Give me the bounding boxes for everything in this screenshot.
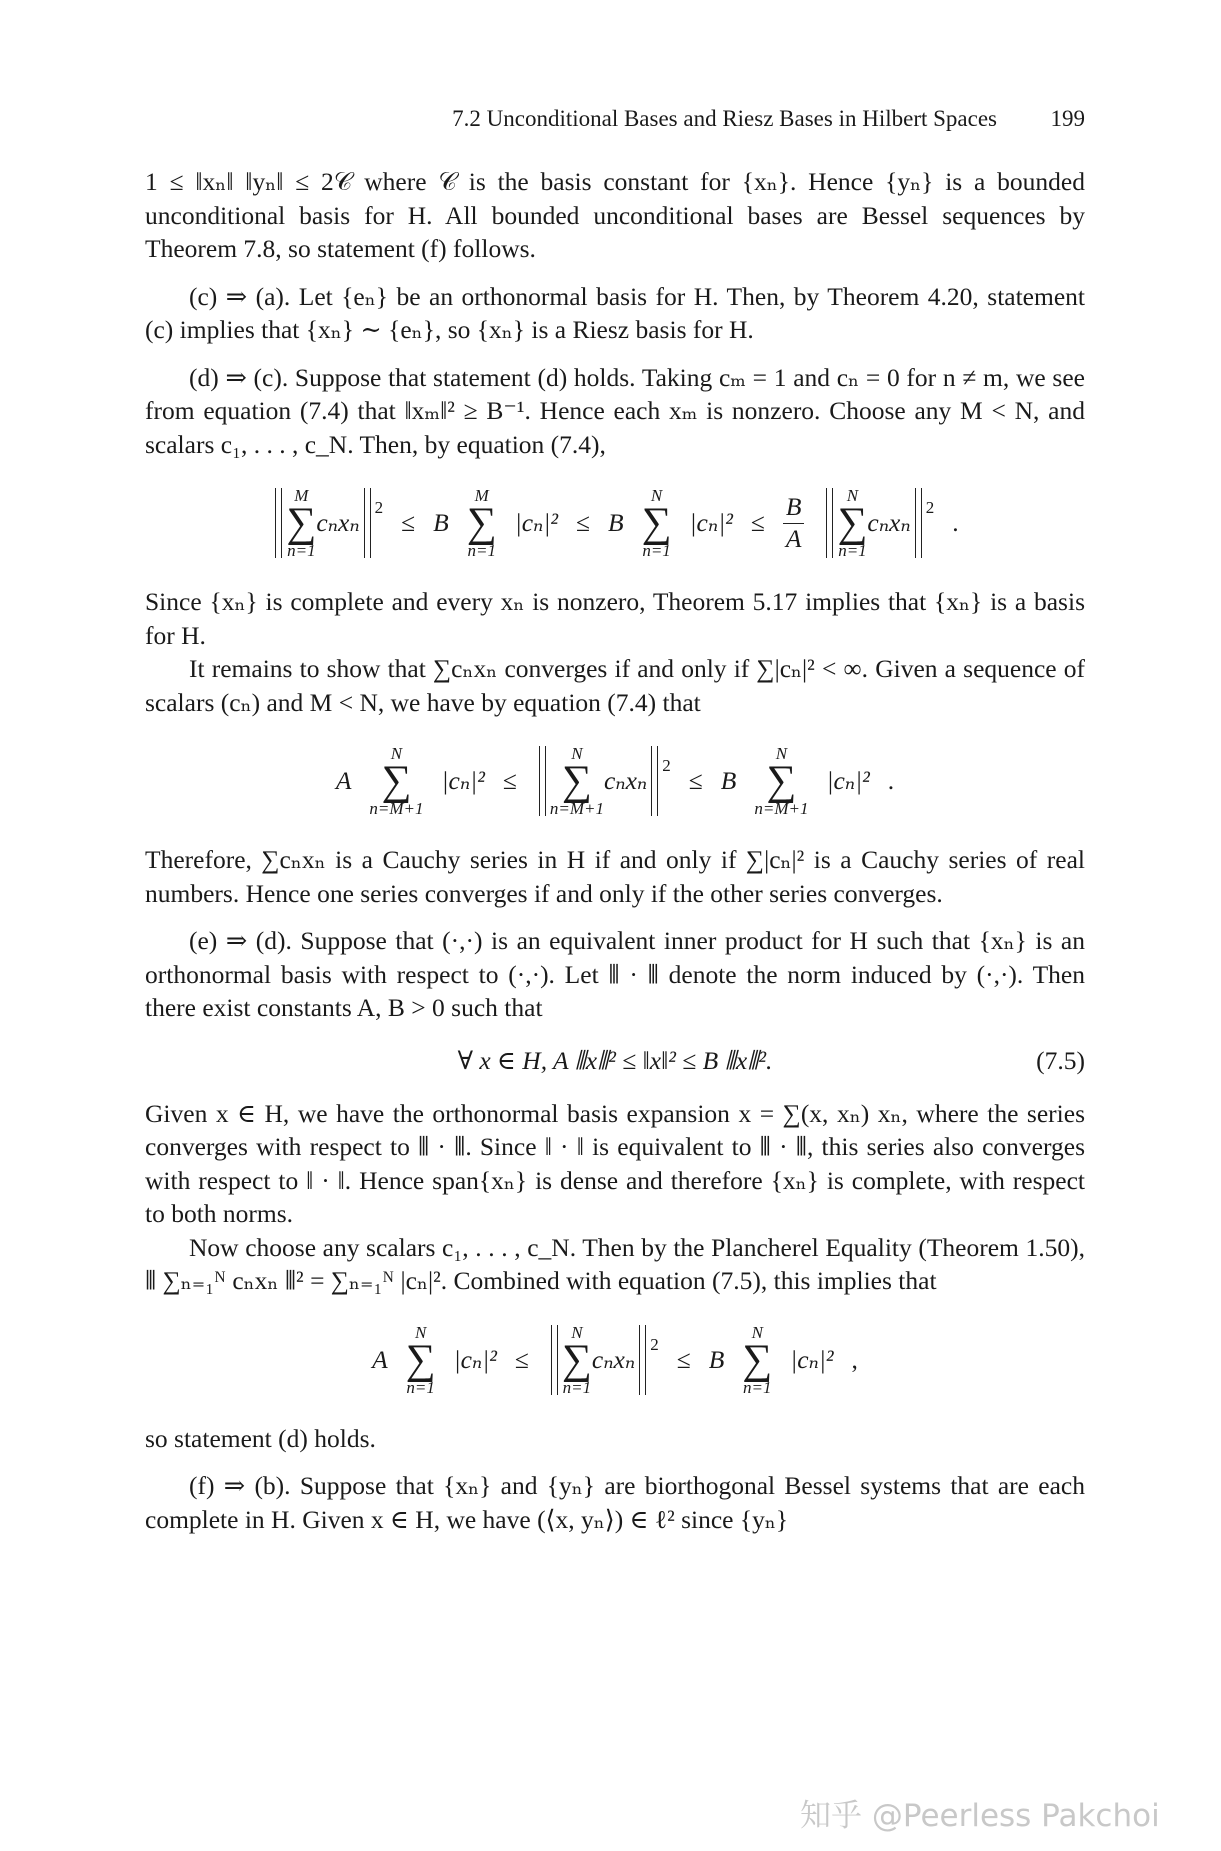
paragraph: Since {xₙ} is complete and every xₙ is nonzero, Theorem 5.17 implies that {xₙ} is a basis for H. — [145, 587, 1085, 650]
watermark: 知乎 @Peerless Pakchoi — [800, 1798, 1160, 1834]
display-equation-1: M ∑ n=1 cₙxₙ 2 ≤ B M ∑ n=1 |cₙ|² ≤ B N ∑ n=1 |cₙ|² ≤ $\frac{B}{A}$ N ∑ n=1 cₙxₙ 2 . — [145, 475, 1085, 571]
summation: N ∑ n=1 — [641, 486, 672, 560]
summation: M ∑ n=1 — [466, 486, 497, 560]
paragraph: It remains to show that ∑cₙxₙ converges if and only if ∑|cₙ|² < ∞. Given a sequence of scalars (cₙ) and M < N, we have by equation (7.4) that — [145, 654, 1085, 717]
equation-number: (7.5) — [1036, 1045, 1085, 1075]
summation: N ∑ n=1 — [561, 1322, 592, 1397]
summation: N ∑ n=1 — [405, 1322, 436, 1397]
display-equation-2: A N ∑ n=M+1 |cₙ|² ≤ N ∑ n=M+1 cₙxₙ 2 ≤ B N ∑ n=M+1 |cₙ|² . — [335, 744, 895, 818]
display-equation-3 — [145, 1039, 1085, 1083]
paragraph: (e) ⇒ (d). Suppose that (·,·) is an equivalent inner product for H such that {xₙ} is an orthonormal basis with respect to (·,·). Let ⦀ · ⦀ denote the norm induced by (·,·). Then there exist constants A, B > 0 such that — [145, 926, 1085, 1022]
paragraph: 1 ≤ ‖xₙ‖ ‖yₙ‖ ≤ 2𝒞 where 𝒞 is the basis constant for {xₙ}. Hence {yₙ} is a bounded unconditional basis for H. All bounded unconditional bases are Bessel sequences by Theorem 7.8, so statement (f) follows. — [145, 167, 1085, 263]
summation: N ∑ n=1 — [742, 1322, 773, 1397]
paragraph: (f) ⇒ (b). Suppose that {xₙ} and {yₙ} are biorthogonal Bessel systems that are each complete in H. Given x ∈ H, we have (⟨x, yₙ⟩) ∈ ℓ² since {yₙ} — [145, 1471, 1085, 1534]
paragraph: so statement (d) holds. — [145, 1423, 376, 1453]
paragraph: (d) ⇒ (c). Suppose that statement (d) holds. Taking cₘ = 1 and cₙ = 0 for n ≠ m, we see from equation (7.4) that ‖xₘ‖² ≥ B⁻¹. Hence each xₘ is nonzero. Choose any M < N, and scalars c₁, . . . , c_N. Then, by equation (7.4), — [145, 362, 1085, 459]
paragraph: (c) ⇒ (a). Let {eₙ} be an orthonormal basis for H. Then, by Theorem 4.20, statement (c) implies that {xₙ} ∼ {eₙ}, so {xₙ} is a Riesz basis for H. — [145, 281, 1085, 344]
page-body — [145, 165, 1085, 1536]
page-number: 199 — [1050, 106, 1085, 131]
summation: N ∑ n=M+1 — [369, 744, 424, 818]
fraction: $\frac{B}{A}$ — [783, 492, 805, 554]
display-equation-4: A N ∑ n=1 |cₙ|² ≤ N ∑ n=1 cₙxₙ 2 ≤ B N ∑ n=1 |cₙ|² , — [372, 1322, 858, 1397]
norm-expression: M ∑ n=1 cₙxₙ 2 — [271, 487, 383, 559]
paragraph: Now choose any scalars c₁, . . . , c_N. Then by the Plancherel Equality (Theorem 1.50), ⦀ ∑ₙ₌₁ᴺ cₙxₙ ⦀² = ∑ₙ₌₁ᴺ |cₙ|². Combined with equation (7.5), this implies that — [145, 1232, 1085, 1295]
norm-expression: N ∑ n=1 cₙxₙ 2 — [547, 1324, 659, 1396]
paragraph: Given x ∈ H, we have the orthonormal basis expansion x = ∑(x, xₙ) xₙ, where the series converges with respect to ⦀ · ⦀. Since ‖ · ‖ is equivalent to ⦀ · ⦀, this series also converges with respect to ‖ · ‖. Hence span{xₙ} is dense and therefore {xₙ} is complete, with respect to both norms. — [145, 1098, 1085, 1228]
summation: N ∑ n=1 — [837, 486, 868, 560]
summation: N ∑ n=M+1 — [549, 744, 604, 818]
paragraph: Therefore, ∑cₙxₙ is a Cauchy series in H if and only if ∑|cₙ|² is a Cauchy series of real numbers. Hence one series converges if and only if the other series converges. — [145, 845, 1085, 908]
summation: N ∑ n=M+1 — [754, 744, 809, 818]
equation-text: ∀ x ∈ H, A ⦀x⦀² ≤ ‖x‖² ≤ B ⦀x⦀². — [457, 1045, 773, 1075]
running-header — [145, 106, 1085, 136]
norm-expression: N ∑ n=1 cₙxₙ 2 — [822, 487, 934, 559]
running-title: 7.2 Unconditional Bases and Riesz Bases in Hilbert Spaces — [452, 106, 997, 131]
summation: M ∑ n=1 — [286, 486, 317, 560]
norm-expression: N ∑ n=M+1 cₙxₙ 2 — [535, 745, 671, 817]
